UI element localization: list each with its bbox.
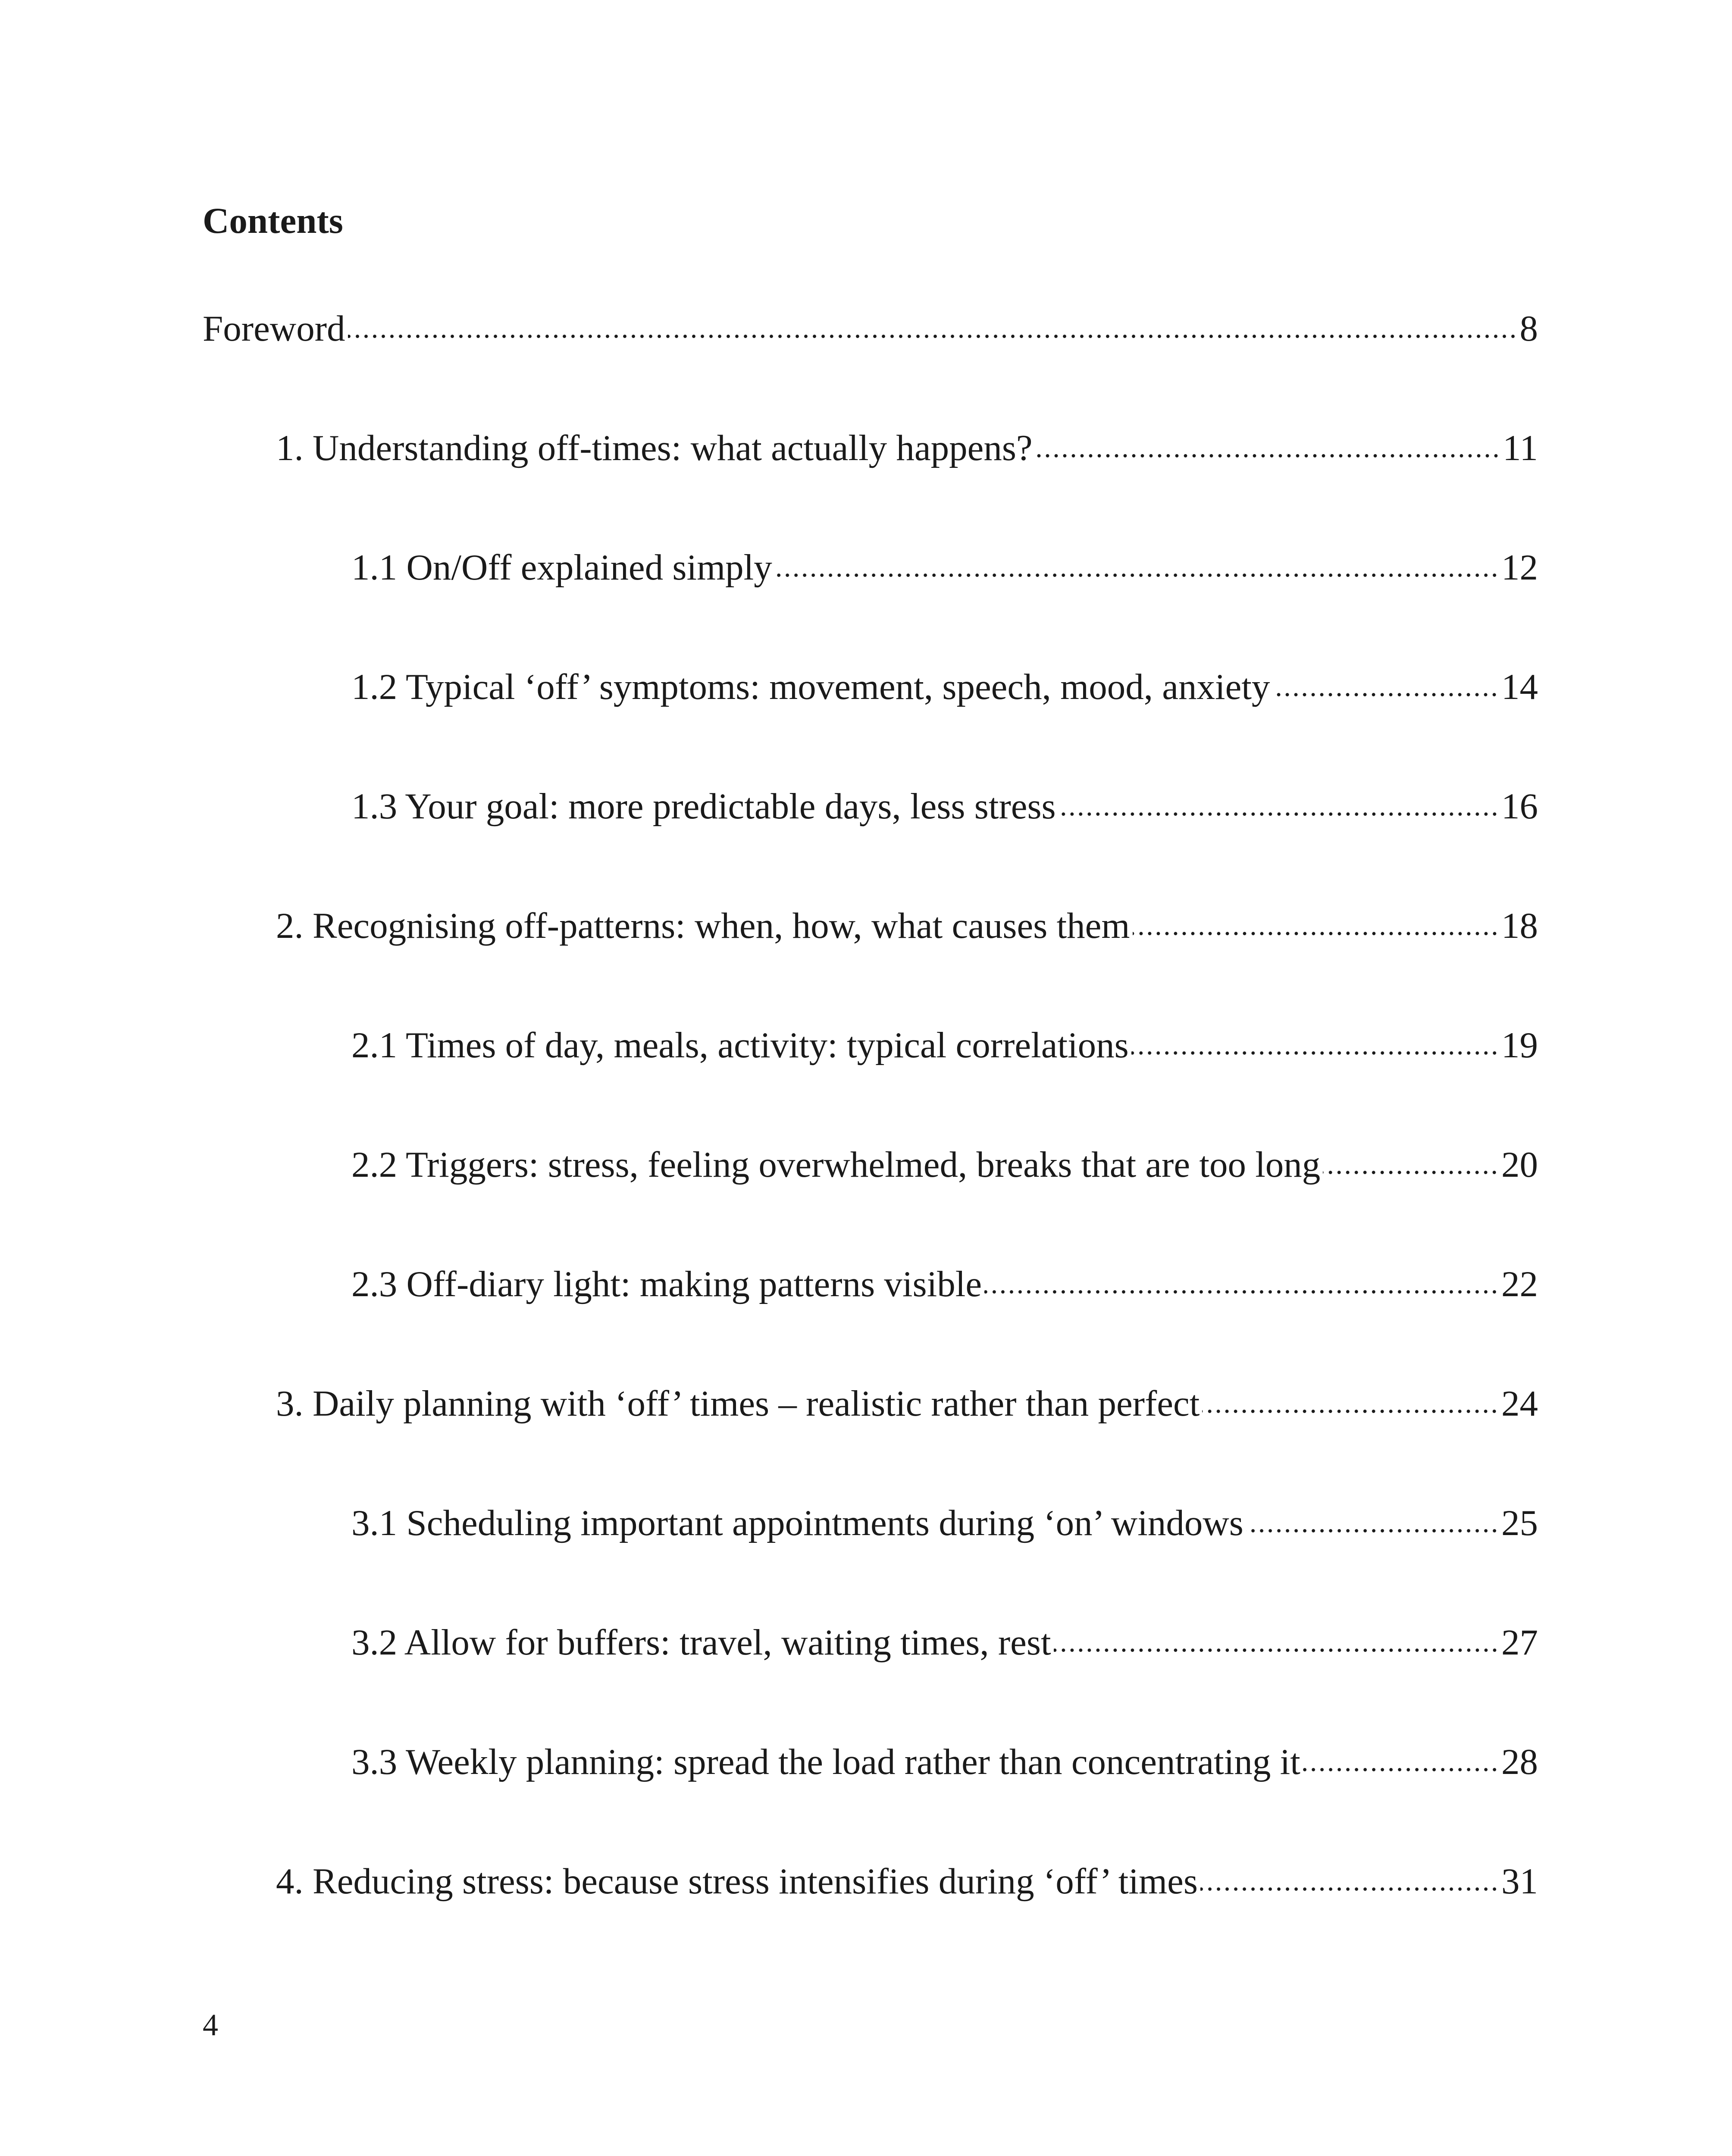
toc-entry-section-3-1[interactable]: [351, 1505, 1538, 1542]
dot-leader: [1133, 929, 1499, 938]
dot-leader: [348, 332, 1517, 341]
toc-entry-title: 2.2 Triggers: stress, feeling overwhelmed, breaks that are too long: [351, 1144, 1321, 1185]
toc-entry-page: 20: [1501, 1144, 1538, 1185]
toc-entry-page: 11: [1503, 428, 1538, 468]
toc-entry-title: 3.2 Allow for buffers: travel, waiting times, rest: [351, 1622, 1051, 1663]
toc-entry-title: 2.1 Times of day, meals, activity: typical correlations: [351, 1025, 1129, 1065]
toc-entry-title: 3. Daily planning with ‘off’ times – realistic rather than perfect: [276, 1383, 1200, 1424]
toc-entry-section-3-3[interactable]: [351, 1744, 1538, 1780]
toc-entry-title: 1.3 Your goal: more predictable days, less stress: [351, 786, 1056, 827]
dot-leader: [1054, 1646, 1499, 1655]
dot-leader: [775, 571, 1499, 580]
toc-entry-page: 22: [1501, 1264, 1538, 1304]
toc-entry-page: 31: [1501, 1861, 1538, 1902]
toc-entry-title: 2. Recognising off-patterns: when, how, what causes them: [276, 906, 1130, 946]
toc-entry-section-1-3[interactable]: [351, 788, 1538, 825]
toc-entry-page: 8: [1519, 308, 1538, 349]
toc-entry-title: 3.3 Weekly planning: spread the load rather than concentrating it: [351, 1742, 1300, 1782]
toc-entry-page: 16: [1501, 786, 1538, 827]
toc-entry-title: 1.2 Typical ‘off’ symptoms: movement, speech, mood, anxiety: [351, 667, 1270, 707]
toc-entry-title: Foreword: [203, 308, 345, 349]
toc-entry-page: 27: [1501, 1622, 1538, 1663]
toc-entry-section-2-1[interactable]: [351, 1027, 1538, 1064]
toc-entry-title: 1.1 On/Off explained simply: [351, 547, 772, 588]
toc-entry-title: 1. Understanding off-times: what actually happens?: [276, 428, 1033, 468]
dot-leader: [1131, 1049, 1499, 1057]
toc-entry-chapter-2[interactable]: [276, 908, 1538, 944]
dot-leader: [1272, 690, 1499, 699]
toc-entry-page: 19: [1501, 1025, 1538, 1065]
toc-entry-chapter-4[interactable]: [276, 1863, 1538, 1900]
toc-entry-page: 14: [1501, 667, 1538, 707]
toc-entry-section-2-2[interactable]: [351, 1144, 1538, 1185]
dot-leader: [1059, 810, 1499, 818]
toc-entry-page: 25: [1501, 1503, 1538, 1543]
toc-entry-section-1-2[interactable]: [351, 669, 1538, 705]
toc-entry-chapter-1[interactable]: [276, 430, 1538, 467]
toc-entry-title: 3.1 Scheduling important appointments during ‘on’ windows: [351, 1503, 1243, 1543]
toc-entry-title: 2.3 Off-diary light: making patterns visible: [351, 1264, 982, 1304]
toc-entry-foreword[interactable]: [203, 310, 1538, 347]
toc-entry-section-2-3[interactable]: [351, 1266, 1538, 1303]
toc-entry-page: 18: [1501, 906, 1538, 946]
dot-leader: [1035, 451, 1500, 460]
toc-entry-page: 12: [1501, 547, 1538, 588]
toc-entry-chapter-3[interactable]: [276, 1385, 1538, 1422]
toc-entry-section-1-1[interactable]: [351, 549, 1538, 586]
toc-entry-page: 24: [1501, 1383, 1538, 1424]
dot-leader: [1323, 1168, 1499, 1177]
dot-leader: [1202, 1407, 1499, 1416]
dot-leader: [984, 1288, 1499, 1296]
toc-entry-section-3-2[interactable]: [351, 1624, 1538, 1661]
contents-heading: Contents: [203, 201, 343, 241]
toc-entry-title: 4. Reducing stress: because stress intensifies during ‘off’ times: [276, 1861, 1198, 1902]
dot-leader: [1246, 1526, 1499, 1535]
toc-entry-page: 28: [1501, 1742, 1538, 1782]
dot-leader: [1200, 1885, 1499, 1893]
page-number: 4: [203, 2008, 218, 2042]
dot-leader: [1303, 1765, 1499, 1774]
